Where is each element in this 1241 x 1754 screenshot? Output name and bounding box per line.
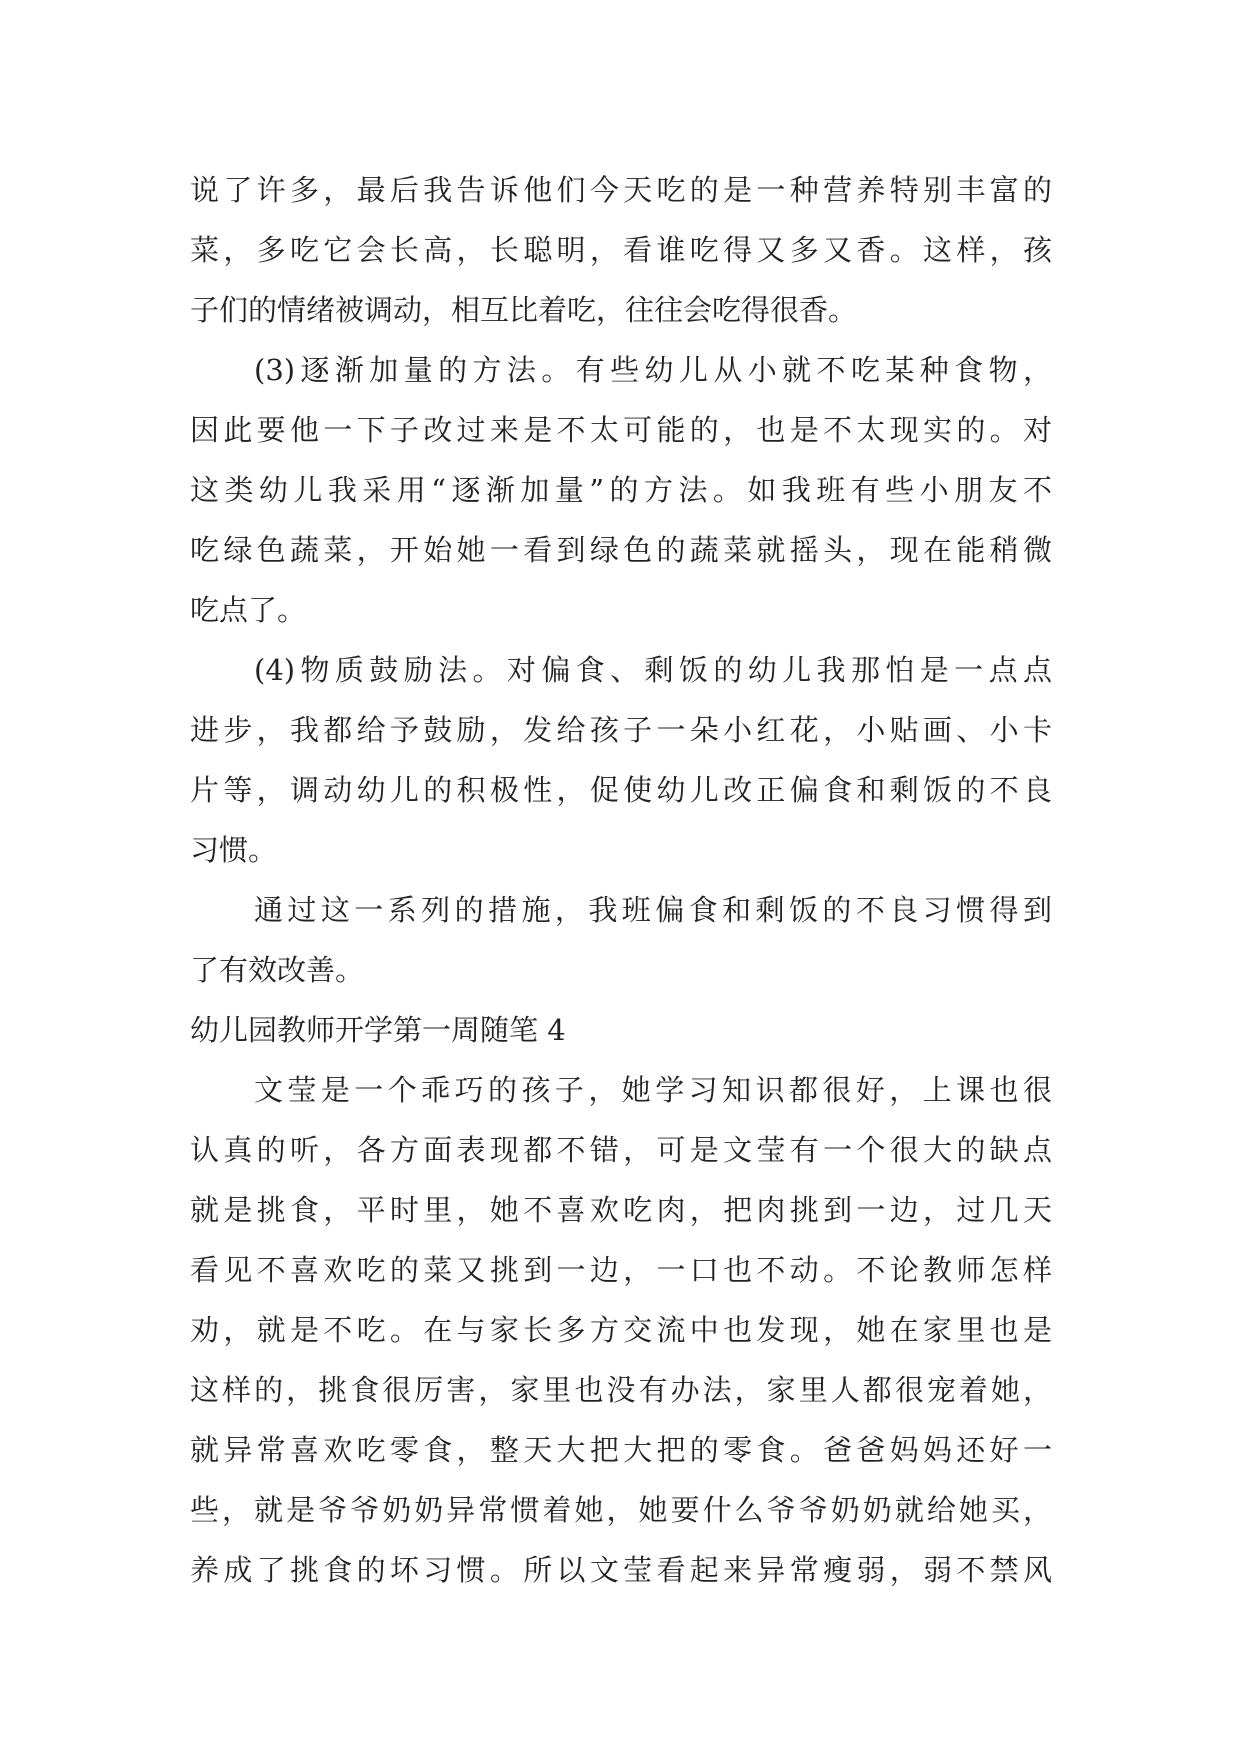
text-line: 吃绿色蔬菜，开始她一看到绿色的蔬菜就摇头，现在能稍微 — [190, 533, 1052, 567]
text-line: 文莹是一个乖巧的孩子，她学习知识都很好，上课也很 — [254, 1073, 1052, 1107]
text-line: 看见不喜欢吃的菜又挑到一边，一口也不动。不论教师怎样 — [190, 1253, 1052, 1287]
text-line: 养成了挑食的坏习惯。所以文莹看起来异常瘦弱，弱不禁风 — [190, 1553, 1052, 1587]
text-line: (4)物质鼓励法。对偏食、剩饭的幼儿我那怕是一点点 — [254, 653, 1052, 687]
text-line: (3)逐渐加量的方法。有些幼儿从小就不吃某种食物， — [254, 353, 1052, 387]
text-line: 子们的情绪被调动，相互比着吃，往往会吃得很香。 — [190, 293, 858, 327]
text-line: 通过这一系列的措施，我班偏食和剩饭的不良习惯得到 — [254, 893, 1052, 927]
text-line: 片等，调动幼儿的积极性，促使幼儿改正偏食和剩饭的不良 — [190, 773, 1052, 807]
text-line: 了有效改善。 — [190, 953, 365, 987]
text-line: 就是挑食，平时里，她不喜欢吃肉，把肉挑到一边，过几天 — [190, 1193, 1052, 1227]
text-line: 就异常喜欢吃零食，整天大把大把的零食。爸爸妈妈还好一 — [190, 1433, 1052, 1467]
section-heading: 幼儿园教师开学第一周随笔 4 — [190, 1013, 566, 1047]
text-line: 菜，多吃它会长高，长聪明，看谁吃得又多又香。这样，孩 — [190, 233, 1052, 267]
text-line: 认真的听，各方面表现都不错，可是文莹有一个很大的缺点 — [190, 1133, 1052, 1167]
document-page — [190, 160, 1052, 1600]
text-line: 因此要他一下子改过来是不太可能的，也是不太现实的。对 — [190, 413, 1052, 447]
text-line: 习惯。 — [190, 833, 278, 867]
text-line: 说了许多，最后我告诉他们今天吃的是一种营养特别丰富的 — [190, 173, 1052, 207]
text-line: 劝，就是不吃。在与家长多方交流中也发现，她在家里也是 — [190, 1313, 1052, 1347]
text-line: 些，就是爷爷奶奶异常惯着她，她要什么爷爷奶奶就给她买， — [190, 1493, 1052, 1527]
text-line: 进步，我都给予鼓励，发给孩子一朵小红花，小贴画、小卡 — [190, 713, 1052, 747]
text-line: 这类幼儿我采用“逐渐加量”的方法。如我班有些小朋友不 — [190, 473, 1052, 507]
text-line: 吃点了。 — [190, 593, 307, 627]
text-line: 这样的，挑食很厉害，家里也没有办法，家里人都很宠着她， — [190, 1373, 1052, 1407]
